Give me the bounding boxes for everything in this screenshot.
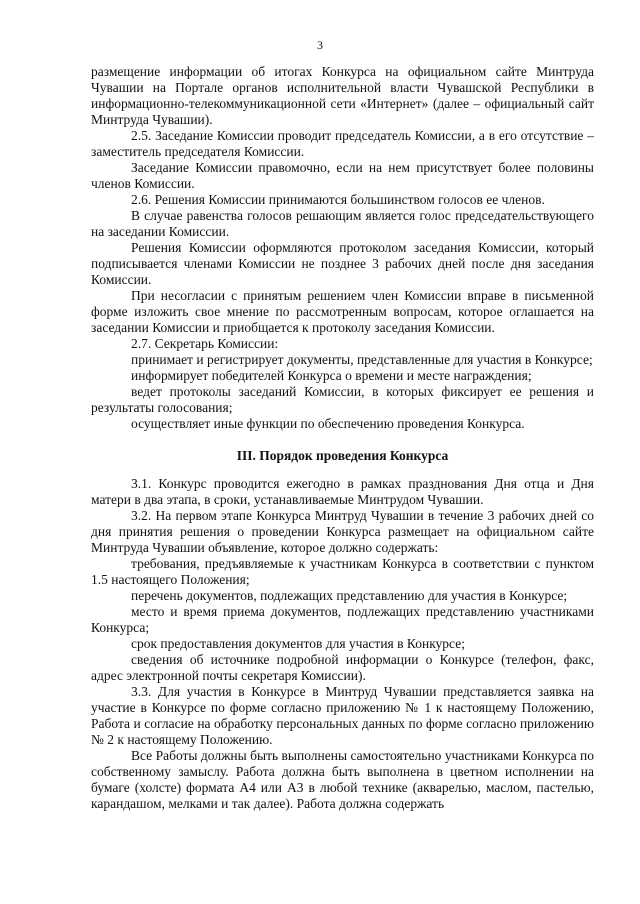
paragraph-continuation: размещение информации об итогах Конкурса на официальном сайте Минтруда Чувашии на Портале органов исполнительной власти Чувашской Республики в информационно-телекоммуникационной сети «Интернет» (далее – официальный сайт Минтруда Чувашии).: [91, 64, 594, 127]
paragraph-3-1: 3.1. Конкурс проводится ежегодно в рамках празднования Дня отца и Дня матери в два этапа, в сроки, устанавливаемые Минтрудом Чувашии.: [91, 476, 594, 507]
paragraph-dissent: При несогласии с принятым решением член Комиссии вправе в письменной форме изложить свое мнение по рассмотренным вопросам, которое оглашается на заседании Комиссии и приобщается к протоколу заседания Комиссии.: [91, 288, 594, 335]
list-item-registers-documents: принимает и регистрирует документы, представленные для участия в Конкурсе;: [131, 352, 593, 367]
list-item-other-functions: осуществляет иные функции по обеспечению проведения Конкурса.: [131, 416, 525, 431]
document-body: [91, 64, 594, 812]
list-item-place-time: место и время приема документов, подлежащих представлению участниками Конкурса;: [91, 604, 594, 635]
list-item-informs-winners: информирует победителей Конкурса о времени и месте награждения;: [131, 368, 532, 383]
list-item-deadline: срок предоставления документов для участия в Конкурсе;: [131, 636, 465, 651]
list-item-documents-list: перечень документов, подлежащих представлению для участия в Конкурсе;: [131, 588, 568, 603]
paragraph-3-3: 3.3. Для участия в Конкурсе в Минтруд Чувашии представляется заявка на участие в Конкурсе по форме согласно приложению № 1 к настоящему Положению, Работа и согласие на обработку персональных данных по форме согласно приложению № 2 к настоящему Положению.: [91, 684, 594, 747]
paragraph-2-5: 2.5. Заседание Комиссии проводит председатель Комиссии, а в его отсутствие – заместитель председателя Комиссии.: [91, 128, 594, 159]
paragraph-protocol: Решения Комиссии оформляются протоколом заседания Комиссии, который подписывается членами Комиссии не позднее 3 рабочих дней после дня заседания Комиссии.: [91, 240, 594, 287]
page-number: 3: [317, 38, 323, 52]
paragraph-quorum: Заседание Комиссии правомочно, если на нем присутствует более половины членов Комиссии.: [91, 160, 594, 191]
paragraph-2-6: 2.6. Решения Комиссии принимаются большинством голосов ее членов.: [131, 192, 545, 207]
list-item-requirements: требования, предъявляемые к участникам Конкурса в соответствии с пунктом 1.5 настоящего Положения;: [91, 556, 594, 587]
paragraph-2-7: 2.7. Секретарь Комиссии:: [131, 336, 279, 351]
paragraph-tie-vote: В случае равенства голосов решающим является голос председательствующего на заседании Комиссии.: [91, 208, 594, 239]
list-item-info-source: сведения об источнике подробной информации о Конкурсе (телефон, факс, адрес электронной почты секретаря Комиссии).: [91, 652, 594, 683]
section-heading: III. Порядок проведения Конкурса: [236, 448, 449, 463]
paragraph-3-2: 3.2. На первом этапе Конкурса Минтруд Чувашии в течение 3 рабочих дней со дня принятия решения о проведении Конкурса размещает на официальном сайте Минтруда Чувашии объявление, которое должно содержать:: [91, 508, 594, 555]
list-item-keeps-protocols: ведет протоколы заседаний Комиссии, в которых фиксирует ее решения и результаты голосования;: [91, 384, 594, 415]
paragraph-works-requirements: Все Работы должны быть выполнены самостоятельно участниками Конкурса по собственному замыслу. Работа должна быть выполнена в цветном исполнении на бумаге (холсте) формата А4 или А3 в любой технике (акварелью, маслом, пастелью, карандашом, мелками и так далее). Работа должна содержать: [91, 748, 594, 811]
